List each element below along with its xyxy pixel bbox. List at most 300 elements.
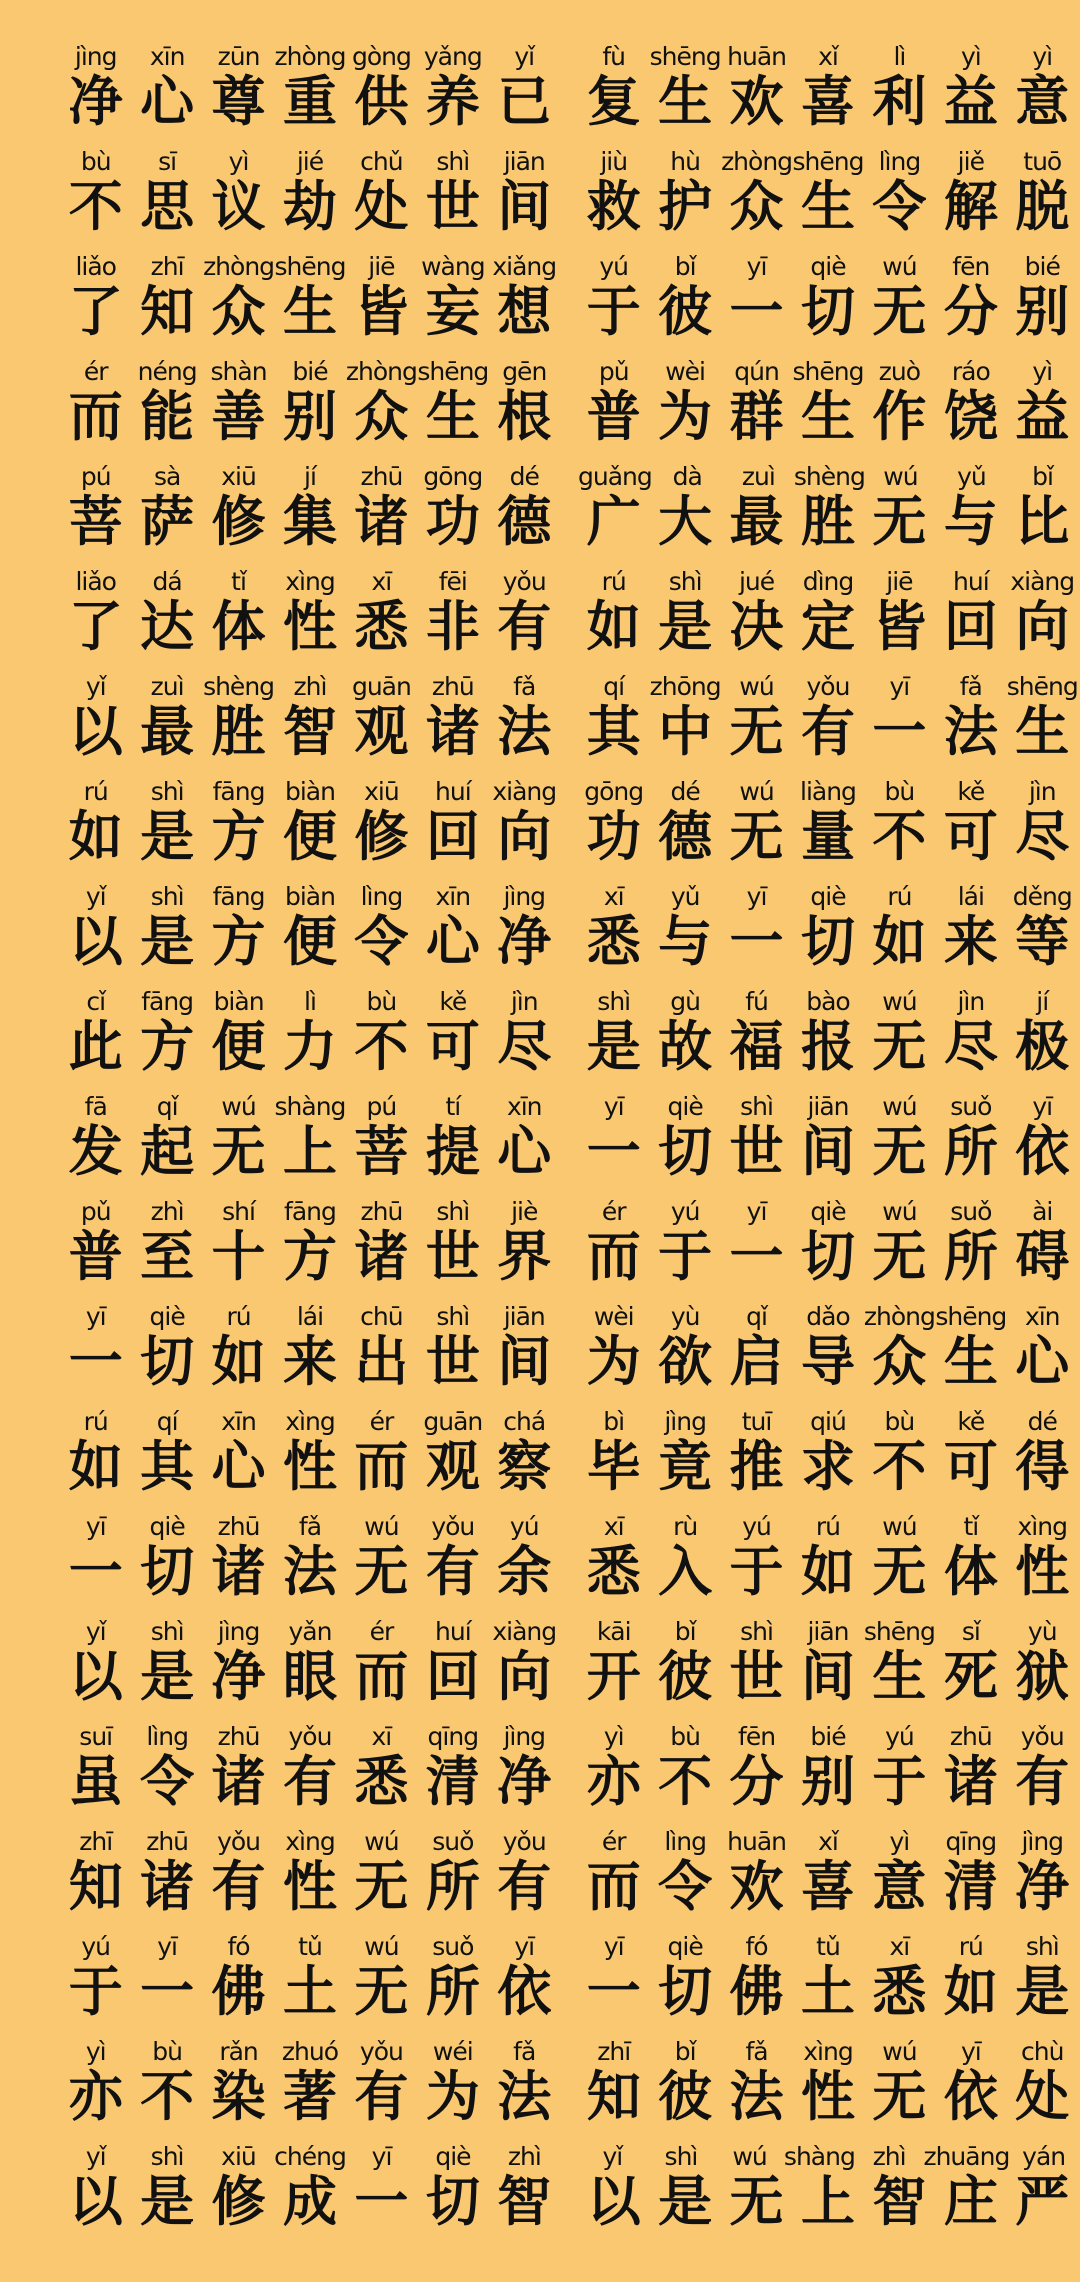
hanzi-character: 观 [354,700,409,763]
hanzi-character: 功 [586,805,641,868]
pinyin-row [578,1191,1078,1227]
pinyin-syllable: lì [304,987,316,1016]
hanzi-row [60,1122,560,1182]
hanzi-character: 有 [1015,1750,1070,1813]
pinyin-syllable: shàng [274,1092,346,1121]
pinyin-syllable: gōng [423,462,483,491]
verse-line-right [578,666,1078,771]
pinyin-syllable: lì [893,42,906,71]
pinyin-syllable: shēng [863,1617,935,1646]
pinyin-syllable: jìng [74,42,117,71]
hanzi-character: 其 [140,1435,195,1498]
hanzi-row [578,177,1078,237]
hanzi-character: 世 [729,1120,784,1183]
pinyin-syllable: néng [137,357,197,386]
pinyin-syllable: bǐ [674,2037,696,2066]
hanzi-character: 竟 [658,1435,713,1498]
hanzi-character: 方 [140,1015,195,1078]
verse-line-left [60,1401,560,1506]
hanzi-row [60,2067,560,2127]
hanzi-row [578,1332,1078,1392]
hanzi-character: 便 [282,910,337,973]
hanzi-character: 如 [872,910,927,973]
hanzi-character: 入 [658,1540,713,1603]
pinyin-syllable: rú [601,567,626,596]
hanzi-row [60,387,560,447]
pinyin-syllable: shì [1025,1932,1059,1961]
pinyin-syllable: qiú [810,1407,846,1436]
hanzi-character: 皆 [354,280,409,343]
pinyin-syllable: kě [957,777,985,806]
hanzi-character: 性 [282,1435,337,1498]
pinyin-row [60,2136,560,2172]
pinyin-syllable: xīn [435,882,471,911]
hanzi-character: 法 [943,700,998,763]
hanzi-character: 比 [1015,490,1070,553]
pinyin-syllable: xìng [285,567,335,596]
pinyin-syllable: wú [364,1827,399,1856]
pinyin-syllable: shì [668,567,702,596]
hanzi-character: 萨 [140,490,195,553]
pinyin-syllable: ér [601,1827,626,1856]
pinyin-syllable: xiū [364,777,399,806]
pinyin-syllable: gēn [502,357,547,386]
pinyin-syllable: yì [603,1722,624,1751]
hanzi-character: 别 [282,385,337,448]
pinyin-syllable: yú [509,1512,539,1541]
verse-line-right [578,246,1078,351]
hanzi-character: 导 [800,1330,855,1393]
pinyin-syllable: xī [371,1722,392,1751]
pinyin-row [578,456,1078,492]
hanzi-character: 妄 [425,280,480,343]
hanzi-character: 切 [800,280,855,343]
hanzi-character: 功 [425,490,480,553]
pinyin-syllable: shì [597,987,631,1016]
pinyin-row [60,36,560,72]
pinyin-syllable: cǐ [86,987,106,1016]
pinyin-syllable: lái [957,882,984,911]
pinyin-syllable: fú [745,987,768,1016]
hanzi-character: 起 [140,1120,195,1183]
hanzi-character: 决 [729,595,784,658]
pinyin-row [60,1716,560,1752]
hanzi-character: 于 [586,280,641,343]
pinyin-syllable: xīn [1024,1302,1060,1331]
pinyin-row [578,981,1078,1017]
pinyin-syllable: wú [739,777,774,806]
hanzi-character: 不 [68,175,123,238]
pinyin-syllable: jié [296,147,324,176]
pinyin-row [578,351,1078,387]
pinyin-syllable: yī [889,672,910,701]
hanzi-character: 众 [354,385,409,448]
hanzi-character: 依 [1015,1120,1070,1183]
hanzi-row [578,1017,1078,1077]
pinyin-syllable: yǐ [602,2142,623,2171]
hanzi-character: 切 [800,910,855,973]
hanzi-character: 上 [282,1120,337,1183]
verse-line-left [60,1296,560,1401]
hanzi-character: 悉 [872,1960,927,2023]
pinyin-syllable: yán [1022,2142,1066,2171]
pinyin-row [60,1401,560,1437]
pinyin-syllable: shēng [792,147,864,176]
pinyin-syllable: jìng [664,1407,706,1436]
pinyin-row [60,771,560,807]
pinyin-syllable: bǐ [1032,462,1053,491]
hanzi-row [578,1122,1078,1182]
verse-line-right [578,36,1078,141]
hanzi-character: 著 [282,2065,337,2128]
hanzi-character: 心 [1015,1330,1070,1393]
hanzi-row [578,72,1078,132]
hanzi-character: 思 [140,175,195,238]
pinyin-row [60,561,560,597]
hanzi-character: 是 [140,805,195,868]
pinyin-syllable: yǎn [288,1617,332,1646]
verse-line-left [60,1191,560,1296]
pinyin-syllable: dǎo [806,1302,850,1331]
verse-line-right [578,1296,1078,1401]
pinyin-syllable: xī [889,1932,910,1961]
pinyin-row [60,1506,560,1542]
hanzi-character: 为 [425,2065,480,2128]
hanzi-row [578,1647,1078,1707]
hanzi-character: 众 [211,280,266,343]
pinyin-row [60,351,560,387]
pinyin-syllable: hù [670,147,700,176]
pinyin-syllable: chū [360,1302,403,1331]
hanzi-character: 脱 [1015,175,1070,238]
pinyin-syllable: yì [889,1827,910,1856]
verse-line-right [578,1191,1078,1296]
hanzi-character: 欢 [729,1855,784,1918]
pinyin-syllable: rú [83,777,108,806]
pinyin-row [578,1821,1078,1857]
pinyin-row [578,36,1078,72]
hanzi-character: 与 [658,910,713,973]
pinyin-syllable: bǐ [674,252,696,281]
hanzi-character: 开 [586,1645,641,1708]
pinyin-syllable: tǔ [816,1932,840,1961]
pinyin-syllable: liǎo [75,567,116,596]
pinyin-row [578,561,1078,597]
verse-line-right [578,2136,1078,2241]
pinyin-syllable: yǐ [85,882,106,911]
pinyin-syllable: chǔ [360,147,403,176]
pinyin-syllable: huí [435,777,471,806]
hanzi-character: 心 [140,70,195,133]
pinyin-syllable: fó [745,1932,768,1961]
pinyin-syllable: guān [351,672,411,701]
pinyin-syllable: huān [727,42,786,71]
hanzi-character: 一 [729,1225,784,1288]
verse-line-right [578,2031,1078,2136]
pinyin-syllable: yú [599,252,629,281]
hanzi-character: 出 [354,1330,409,1393]
hanzi-character: 一 [354,2170,409,2233]
hanzi-character: 一 [729,280,784,343]
pinyin-syllable: wú [882,252,917,281]
pinyin-syllable: biàn [284,777,335,806]
pinyin-row [578,2136,1078,2172]
pinyin-syllable: jiān [807,1617,849,1646]
pinyin-syllable: biàn [284,882,335,911]
hanzi-row [578,1437,1078,1497]
pinyin-syllable: zhū [217,1512,260,1541]
hanzi-character: 佛 [211,1960,266,2023]
hanzi-character: 清 [943,1855,998,1918]
hanzi-character: 佛 [729,1960,784,2023]
verse-line-left [60,561,560,666]
hanzi-character: 与 [943,490,998,553]
pinyin-syllable: xī [603,1512,624,1541]
hanzi-character: 是 [140,2170,195,2233]
hanzi-character: 修 [211,2170,266,2233]
hanzi-character: 广 [586,490,641,553]
pinyin-row [60,1191,560,1227]
hanzi-character: 以 [68,2170,123,2233]
pinyin-syllable: zhòng [274,42,346,71]
pinyin-syllable: wéi [432,2037,473,2066]
pinyin-syllable: wú [882,1197,917,1226]
hanzi-character: 回 [425,805,480,868]
pinyin-syllable: wú [221,1092,256,1121]
pinyin-syllable: zhì [507,2142,541,2171]
pinyin-syllable: suǒ [432,1827,474,1856]
hanzi-character: 上 [800,2170,855,2233]
verse-line-right [578,1611,1078,1716]
hanzi-character: 尽 [1015,805,1070,868]
pinyin-syllable: yǒu [806,672,850,701]
hanzi-character: 彼 [658,1645,713,1708]
hanzi-character: 虽 [68,1750,123,1813]
pinyin-syllable: xī [371,567,392,596]
pinyin-syllable: shì [150,2142,184,2171]
hanzi-character: 令 [354,910,409,973]
hanzi-character: 处 [354,175,409,238]
hanzi-character: 尽 [497,1015,552,1078]
hanzi-character: 土 [282,1960,337,2023]
pinyin-syllable: shēng [792,357,864,386]
hanzi-row [60,2172,560,2232]
hanzi-character: 如 [68,1435,123,1498]
pinyin-syllable: tuō [1023,147,1062,176]
hanzi-character: 以 [68,1645,123,1708]
pinyin-syllable: shì [150,882,184,911]
pinyin-syllable: wèi [665,357,706,386]
hanzi-character: 分 [943,280,998,343]
pinyin-row [578,1506,1078,1542]
hanzi-character: 德 [497,490,552,553]
hanzi-character: 以 [68,910,123,973]
pinyin-row [578,1611,1078,1647]
pinyin-syllable: fǎ [513,672,536,701]
hanzi-character: 诸 [943,1750,998,1813]
hanzi-character: 土 [800,1960,855,2023]
hanzi-character: 如 [211,1330,266,1393]
pinyin-syllable: wú [732,2142,767,2171]
hanzi-character: 提 [425,1120,480,1183]
hanzi-character: 喜 [800,70,855,133]
hanzi-character: 皆 [872,595,927,658]
hanzi-row [578,597,1078,657]
hanzi-character: 间 [497,1330,552,1393]
left-verse-column [60,36,560,2241]
hanzi-character: 一 [872,700,927,763]
verse-line-left [60,2136,560,2241]
hanzi-character: 别 [800,1750,855,1813]
hanzi-character: 修 [211,490,266,553]
pinyin-syllable: qí [603,672,625,701]
pinyin-syllable: bù [152,2037,182,2066]
pinyin-syllable: zhì [293,672,327,701]
hanzi-character: 诸 [354,1225,409,1288]
hanzi-character: 复 [586,70,641,133]
verse-line-left [60,141,560,246]
pinyin-syllable: wú [739,672,774,701]
hanzi-character: 于 [658,1225,713,1288]
pinyin-syllable: xīn [221,1407,256,1436]
pinyin-syllable: jí [1036,987,1049,1016]
hanzi-character: 欢 [729,70,784,133]
pinyin-syllable: dé [509,462,539,491]
pinyin-syllable: fēi [438,567,467,596]
hanzi-character: 护 [658,175,713,238]
pinyin-syllable: yù [1027,1617,1057,1646]
hanzi-character: 善 [211,385,266,448]
verse-line-left [60,351,560,456]
pinyin-syllable: jìn [957,987,985,1016]
hanzi-character: 切 [658,1120,713,1183]
pinyin-syllable: ér [83,357,108,386]
hanzi-row [60,1752,560,1812]
hanzi-character: 利 [872,70,927,133]
hanzi-character: 诸 [354,490,409,553]
pinyin-syllable: qiè [149,1512,185,1541]
hanzi-character: 向 [1015,595,1070,658]
pinyin-syllable: bì [603,1407,625,1436]
hanzi-character: 为 [658,385,713,448]
pinyin-row [578,246,1078,282]
pinyin-syllable: tuī [741,1407,772,1436]
hanzi-character: 无 [872,2065,927,2128]
pinyin-syllable: shàn [210,357,267,386]
pinyin-syllable: guān [423,1407,483,1436]
hanzi-character: 亦 [586,1750,641,1813]
hanzi-character: 所 [425,1960,480,2023]
hanzi-character: 智 [872,2170,927,2233]
pinyin-syllable: zhū [146,1827,189,1856]
hanzi-character: 无 [872,1015,927,1078]
pinyin-syllable: qiè [667,1092,703,1121]
pinyin-syllable: shì [740,1092,773,1121]
hanzi-character: 切 [658,1960,713,2023]
hanzi-character: 无 [872,490,927,553]
verse-line-right [578,1506,1078,1611]
verse-line-right [578,1926,1078,2031]
hanzi-character: 知 [68,1855,123,1918]
pinyin-row [60,456,560,492]
hanzi-character: 定 [800,595,855,658]
hanzi-character: 于 [872,1750,927,1813]
verse-line-right [578,141,1078,246]
hanzi-character: 彼 [658,280,713,343]
hanzi-character: 如 [586,595,641,658]
pinyin-syllable: shì [150,777,184,806]
pinyin-syllable: yī [603,1932,624,1961]
hanzi-character: 令 [658,1855,713,1918]
pinyin-syllable: fǎ [959,672,982,701]
pinyin-syllable: bù [80,147,111,176]
hanzi-character: 有 [497,1855,552,1918]
hanzi-character: 养 [425,70,480,133]
hanzi-character: 净 [497,1750,552,1813]
hanzi-character: 至 [140,1225,195,1288]
pinyin-row [60,141,560,177]
hanzi-character: 生 [800,175,855,238]
pinyin-row [60,1821,560,1857]
pinyin-syllable: yī [746,1197,767,1226]
pinyin-syllable: ài [1032,1197,1053,1226]
hanzi-character: 世 [729,1645,784,1708]
pinyin-syllable: yǎng [423,42,482,71]
hanzi-character: 求 [800,1435,855,1498]
verse-line-left [60,2031,560,2136]
hanzi-character: 便 [211,1015,266,1078]
pinyin-syllable: yú [81,1932,111,1961]
pinyin-row [60,1086,560,1122]
hanzi-character: 无 [729,700,784,763]
hanzi-row [578,2067,1078,2127]
hanzi-character: 诸 [425,700,480,763]
hanzi-character: 死 [943,1645,998,1708]
hanzi-character: 智 [282,700,337,763]
pinyin-row [578,771,1078,807]
hanzi-character: 一 [586,1960,641,2023]
hanzi-character: 方 [282,1225,337,1288]
hanzi-character: 所 [943,1225,998,1288]
hanzi-character: 达 [140,595,195,658]
verse-line-right [578,1716,1078,1821]
hanzi-row [578,387,1078,447]
hanzi-character: 知 [586,2065,641,2128]
pinyin-syllable: fāng [141,987,194,1016]
verse-line-left [60,36,560,141]
hanzi-row [578,1542,1078,1602]
hanzi-character: 庄 [943,2170,998,2233]
pinyin-syllable: ér [601,1197,626,1226]
pinyin-syllable: gòng [351,42,411,71]
pinyin-syllable: zuì [150,672,184,701]
pinyin-syllable: wú [882,987,917,1016]
hanzi-character: 净 [497,910,552,973]
hanzi-character: 有 [354,2065,409,2128]
pinyin-syllable: qǐ [746,1302,767,1331]
hanzi-row [60,1437,560,1497]
hanzi-character: 菩 [68,490,123,553]
pinyin-row [60,981,560,1017]
hanzi-row [60,702,560,762]
pinyin-syllable: jiān [503,147,545,176]
pinyin-syllable: zhì [872,2142,906,2171]
hanzi-character: 不 [872,805,927,868]
hanzi-character: 令 [872,175,927,238]
pinyin-syllable: rú [887,882,912,911]
hanzi-character: 是 [586,1015,641,1078]
pinyin-syllable: zhōng [649,672,721,701]
